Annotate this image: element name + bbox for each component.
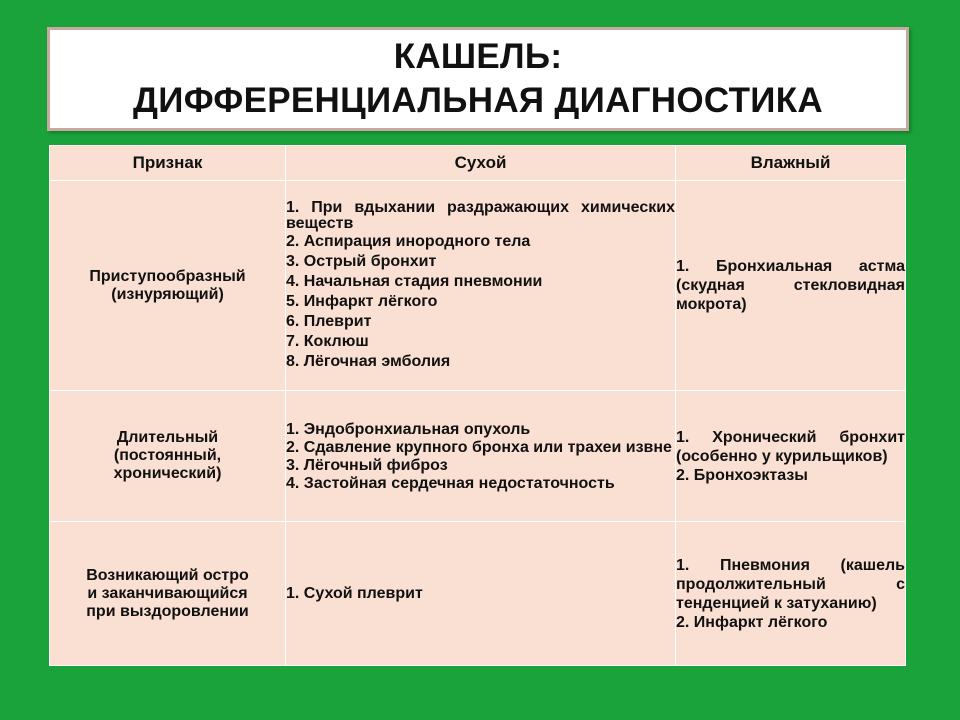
dry-item: 5. Инфаркт лёгкого — [286, 292, 438, 310]
wet-item: 1. Пневмония (кашель продолжительный с тенденцией к затуханию) — [676, 556, 905, 612]
sign-cell — [50, 181, 286, 391]
title-box — [47, 27, 909, 131]
dry-item: 7. Коклюш — [286, 332, 369, 350]
dry-item: 1. Сухой плеврит — [286, 584, 423, 602]
diagnosis-table — [49, 145, 906, 666]
sign-line: хронический) — [113, 465, 222, 482]
wet-item: 2. Бронхоэктазы — [676, 466, 808, 484]
dry-cell — [286, 181, 676, 391]
sign-line: (постоянный, — [113, 447, 222, 464]
dry-cell — [286, 391, 676, 522]
wet-cell — [676, 391, 906, 522]
dry-item: 6. Плеврит — [286, 312, 372, 330]
wet-cell — [676, 522, 906, 666]
sign-line: при выздоровлении — [86, 602, 249, 620]
dry-cell — [286, 522, 676, 666]
wet-cell — [676, 181, 906, 391]
dry-item: 4. Начальная стадия пневмонии — [286, 272, 543, 290]
table-row — [50, 522, 906, 666]
sign-cell — [50, 522, 286, 666]
wet-item: 2. Инфаркт лёгкого — [676, 613, 828, 631]
dry-item: 1. Эндобронхиальная опухоль — [286, 421, 531, 438]
dry-item: 2. Аспирация инородного тела — [286, 232, 531, 250]
header-sign: Признак — [50, 146, 286, 181]
dry-item: 4. Застойная сердечная недостаточность — [286, 475, 615, 492]
title-line-1: КАШЕЛЬ: — [393, 37, 563, 76]
dry-item: 2. Сдавление крупного бронха или трахеи извне — [286, 439, 672, 456]
header-wet: Влажный — [676, 146, 906, 181]
header-dry: Сухой — [286, 146, 676, 181]
dry-item: 1. При вдыхании раздражающих химических веществ — [286, 198, 675, 232]
table-row — [50, 181, 906, 391]
dry-item: 3. Острый бронхит — [286, 252, 437, 270]
sign-line: Длительный — [116, 429, 219, 446]
dry-item: 3. Лёгочный фиброз — [286, 457, 448, 474]
wet-item: 1. Хронический бронхит (особенно у курильщиков) — [676, 428, 905, 465]
sign-line: и заканчивающийся — [87, 584, 248, 602]
table-header-row — [50, 146, 906, 181]
sign-line: (изнуряющий) — [111, 285, 224, 303]
sign-line: Возникающий остро — [86, 566, 249, 584]
table-row — [50, 391, 906, 522]
title-line-2: ДИФФЕРЕНЦИАЛЬНАЯ ДИАГНОСТИКА — [133, 81, 823, 120]
sign-cell — [50, 391, 286, 522]
wet-item: 1. Бронхиальная астма (скудная стекловидная мокрота) — [676, 258, 905, 313]
sign-line: Приступообразный — [89, 267, 246, 285]
dry-item: 8. Лёгочная эмболия — [286, 352, 451, 370]
